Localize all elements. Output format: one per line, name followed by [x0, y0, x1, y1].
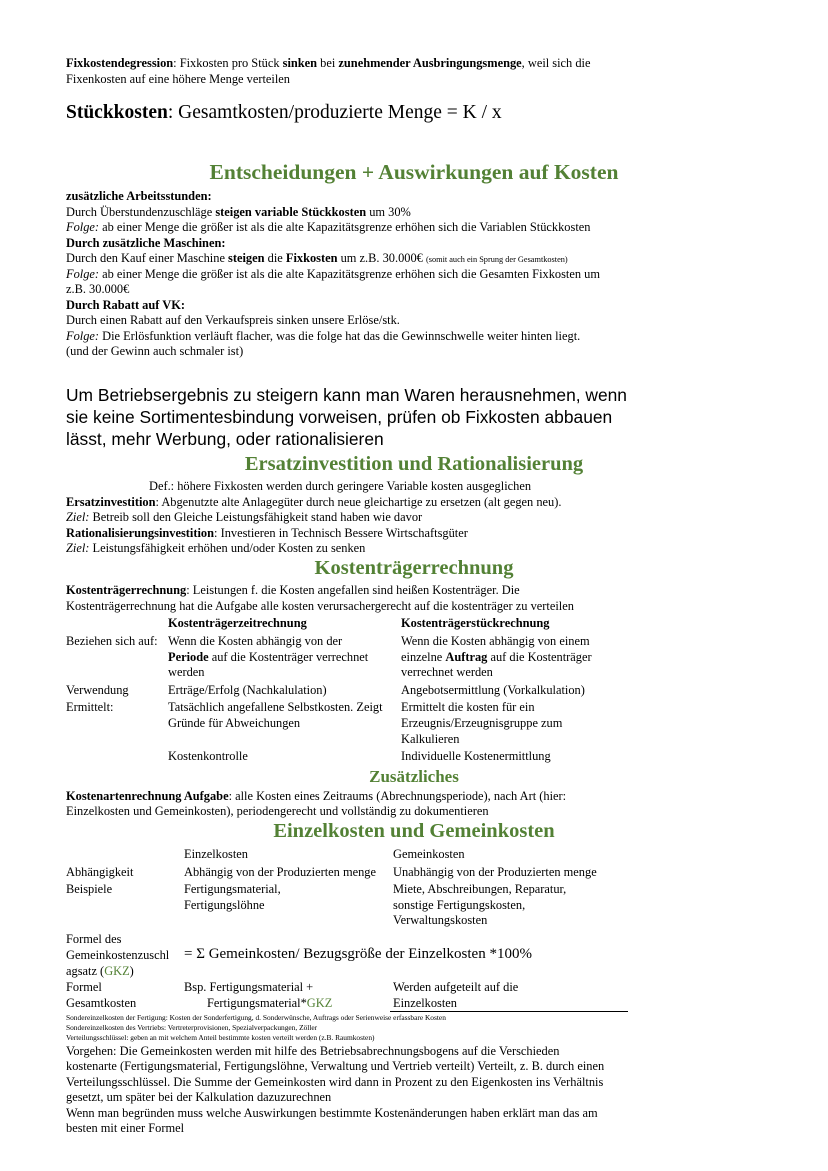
ek-col2-header: Gemeinkosten: [393, 847, 465, 861]
ek-r1c1: Abhängig von der Produzierten menge: [184, 865, 377, 879]
ktr-r2c2: Angebotsermittlung (Vorkalkulation): [401, 683, 585, 697]
arbeitsstunden-text: Durch Überstundenzuschläge steigen variable Stückkosten um 30%: [66, 205, 411, 219]
ktr-col2-header: Kostenträgerstückrechnung: [401, 616, 550, 630]
vorgehen-line1: Vorgehen: Die Gemeinkosten werden mit hilfe des Betriebsabrechnungsbogens auf die Verschieden: [66, 1044, 560, 1058]
ktr-intro2: Kostenträgerrechnung hat die Aufgabe alle kosten verursachergerecht auf die kostenträger zu verteilen: [66, 599, 574, 613]
ek-formel-label-a: Formel des: [66, 932, 122, 946]
ek-r2c2-c: Verwaltungskosten: [393, 913, 488, 927]
ktr-r3c1-b: Gründe für Abweichungen: [168, 716, 301, 730]
ek-row1-label: Abhängigkeit: [66, 865, 134, 879]
ek-row4-label-a: Formel: [66, 980, 102, 994]
stueckkosten-line: Stückkosten: Gesamtkosten/produzierte Menge = K / x: [66, 102, 502, 123]
ktr-r1c2-c: verrechnet werden: [401, 665, 493, 679]
ek-r2c1-a: Fertigungsmaterial,: [184, 882, 281, 896]
fixkostendegression-term: Fixkostendegression: [66, 56, 174, 70]
ek-r2c1-b: Fertigungslöhne: [184, 898, 265, 912]
betriebsergebnis-line1: Um Betriebsergebnis zu steigern kann man Waren herausnehmen, wenn: [66, 385, 627, 405]
folge-3b: (und der Gewinn auch schmaler ist): [66, 344, 244, 358]
ersatz-ziel1: Ziel: Betreib soll den Gleiche Leistungsfähigkeit stand haben wie davor: [66, 510, 423, 524]
ek-r4c2-a: Werden aufgeteilt auf die: [393, 980, 519, 994]
ktr-r2c1: Erträge/Erfolg (Nachkalulation): [168, 683, 327, 697]
ktr-r4c2: Individuelle Kostenermittlung: [401, 749, 551, 763]
arbeitsstunden-heading: zusätzliche Arbeitsstunden:: [66, 189, 212, 203]
ek-formel-label-c: agsatz (GKZ): [66, 964, 134, 978]
folge-1: Folge: ab einer Menge die größer ist als die alte Kapazitätsgrenze erhöhen sich die Variablen Stückkosten: [66, 220, 591, 234]
entscheidungen-heading: Entscheidungen + Auswirkungen auf Kosten: [209, 160, 619, 184]
ktr-r3c2-a: Ermittelt die kosten für ein: [401, 700, 535, 714]
fixkostendegression-line: Fixkostendegression: Fixkosten pro Stück sinken bei zunehmender Ausbringungsmenge, weil sich die: [66, 56, 591, 70]
ktr-r1c1-c: werden: [168, 665, 205, 679]
ek-r4c1-b: Fertigungsmaterial*GKZ: [207, 996, 333, 1010]
ek-col1-header: Einzelkosten: [184, 847, 248, 861]
ek-row2-label: Beispiele: [66, 882, 113, 896]
einzelkosten-heading: Einzelkosten und Gemeinkosten: [273, 820, 555, 842]
ktr-intro1: Kostenträgerrechnung: Leistungen f. die Kosten angefallen sind heißen Kostenträger. Die: [66, 583, 520, 597]
vorgehen-line4: gesetzt, um später bei der Kalkulation dazuzurechnen: [66, 1090, 332, 1104]
ersatz-text: Ersatzinvestition: Abgenutzte alte Anlagegüter durch neue gleichartige zu ersetzen (alt gegen neu).: [66, 495, 562, 509]
rabatt-heading: Durch Rabatt auf VK:: [66, 298, 185, 312]
ktr-r1c2-a: Wenn die Kosten abhängig von einem: [401, 634, 590, 648]
vorgehen-line2: kostenarte (Fertigungsmaterial, Fertigungslöhne, Verwaltung und Vertrieb verteilt) Verteilt, z. B. durch einen: [66, 1059, 605, 1073]
folge-2: Folge: ab einer Menge die größer ist als die alte Kapazitätsgrenze erhöhen sich die Gesamten Fixkosten um: [66, 267, 600, 281]
footnote-3: Verteilungsschlüssel: geben an mit welchem Anteil bestimmte kosten verteilt werden (z.B. Raumkosten): [66, 1033, 375, 1042]
ek-r2c2-b: sonstige Fertigungskosten,: [393, 898, 526, 912]
zusaetzliches-line1: Kostenartenrechnung Aufgabe: alle Kosten eines Zeitraums (Abrechnungsperiode), nach Art (hier:: [66, 789, 567, 803]
table-underline: [390, 1011, 628, 1012]
ktr-col1-header: Kostenträgerzeitrechnung: [168, 616, 307, 630]
ktr-row1-label: Beziehen sich auf:: [66, 634, 158, 648]
ktr-r1c1-a: Wenn die Kosten abhängig von der: [168, 634, 343, 648]
maschinen-heading: Durch zusätzliche Maschinen:: [66, 236, 226, 250]
ersatz-heading: Ersatzinvestition und Rationalisierung: [244, 453, 584, 475]
ersatz-ziel2: Ziel: Leistungsfähigkeit erhöhen und/oder Kosten zu senken: [66, 541, 366, 555]
ek-r4c1-a: Bsp. Fertigungsmaterial +: [184, 980, 314, 994]
ktr-row3-label: Ermittelt:: [66, 700, 114, 714]
betriebsergebnis-line2: sie keine Sortimentesbindung vorweisen, prüfen ob Fixkosten abbauen: [66, 407, 613, 427]
fixkostendegression-line2: Fixenkosten auf eine höhere Menge verteilen: [66, 72, 290, 86]
betriebsergebnis-line3: lässt, mehr Werbung, oder rationalisieren: [66, 429, 384, 449]
ktr-r1c2-b: einzelne Auftrag auf die Kostenträger: [401, 650, 592, 664]
rat-text: Rationalisierungsinvestition: Investieren in Technisch Bessere Wirtschaftsgüter: [66, 526, 468, 540]
maschinen-text: Durch den Kauf einer Maschine steigen die Fixkosten um z.B. 30.000€ (somit auch ein Sprung der Gesamtkosten): [66, 251, 568, 265]
gkz-formula: = Σ Gemeinkosten/ Bezugsgröße der Einzelkosten *100%: [184, 946, 532, 962]
footnote-1: Sondereinzelkosten der Fertigung: Kosten der Sonderfertigung, d. Sonderwünsche, Auftrags oder Serienweise erfassbare Kosten: [66, 1013, 446, 1022]
stueckkosten-term: Stückkosten: [66, 102, 168, 123]
folge-3: Folge: Die Erlösfunktion verläuft flacher, was die folge hat das die Gewinnschwelle weiter hinten liegt.: [66, 329, 581, 343]
ek-formel-label-b: Gemeinkostenzuschl: [66, 948, 170, 962]
vorgehen-line3: Verteilungsschlüssel. Die Summe der Gemeinkosten wird dann in Prozent zu den Eigenkosten ins Verhältnis: [66, 1075, 604, 1089]
ersatz-def: Def.: höhere Fixkosten werden durch geringere Variable kosten ausgeglichen: [149, 479, 532, 493]
ek-r4c2-b: Einzelkosten: [393, 996, 457, 1010]
folge-2b: z.B. 30.000€: [66, 282, 130, 296]
ktr-heading: Kostenträgerrechnung: [314, 557, 514, 579]
ktr-r1c1-b: Periode auf die Kostenträger verrechnet: [168, 650, 369, 664]
zusaetzliches-heading: Zusätzliches: [369, 767, 459, 786]
vorgehen-line5: Wenn man begründen muss welche Auswirkungen bestimmte Kostenänderungen haben erklärt man das am: [66, 1106, 598, 1120]
ktr-r3c2-c: Kalkulieren: [401, 732, 460, 746]
ktr-row2-label: Verwendung: [66, 683, 129, 697]
rabatt-text: Durch einen Rabatt auf den Verkaufspreis sinken unsere Erlöse/stk.: [66, 313, 400, 327]
ek-r2c2-a: Miete, Abschreibungen, Reparatur,: [393, 882, 567, 896]
footnote-2: Sondereinzelkosten des Vertriebs: Vertreterprovisionen, Spezialverpackungen, Zöller: [66, 1023, 318, 1032]
ek-r1c2: Unabhängig von der Produzierten menge: [393, 865, 597, 879]
ktr-r4c1: Kostenkontrolle: [168, 749, 248, 763]
ek-row4-label-b: Gesamtkosten: [66, 996, 137, 1010]
ktr-r3c2-b: Erzeugnis/Erzeugnisgruppe zum: [401, 716, 563, 730]
vorgehen-line6: besten mit einer Formel: [66, 1121, 185, 1135]
zusaetzliches-line2: Einzelkosten und Gemeinkosten), periodengerecht und vollständig zu dokumentieren: [66, 804, 489, 818]
ktr-r3c1-a: Tatsächlich angefallene Selbstkosten. Zeigt: [168, 700, 383, 714]
